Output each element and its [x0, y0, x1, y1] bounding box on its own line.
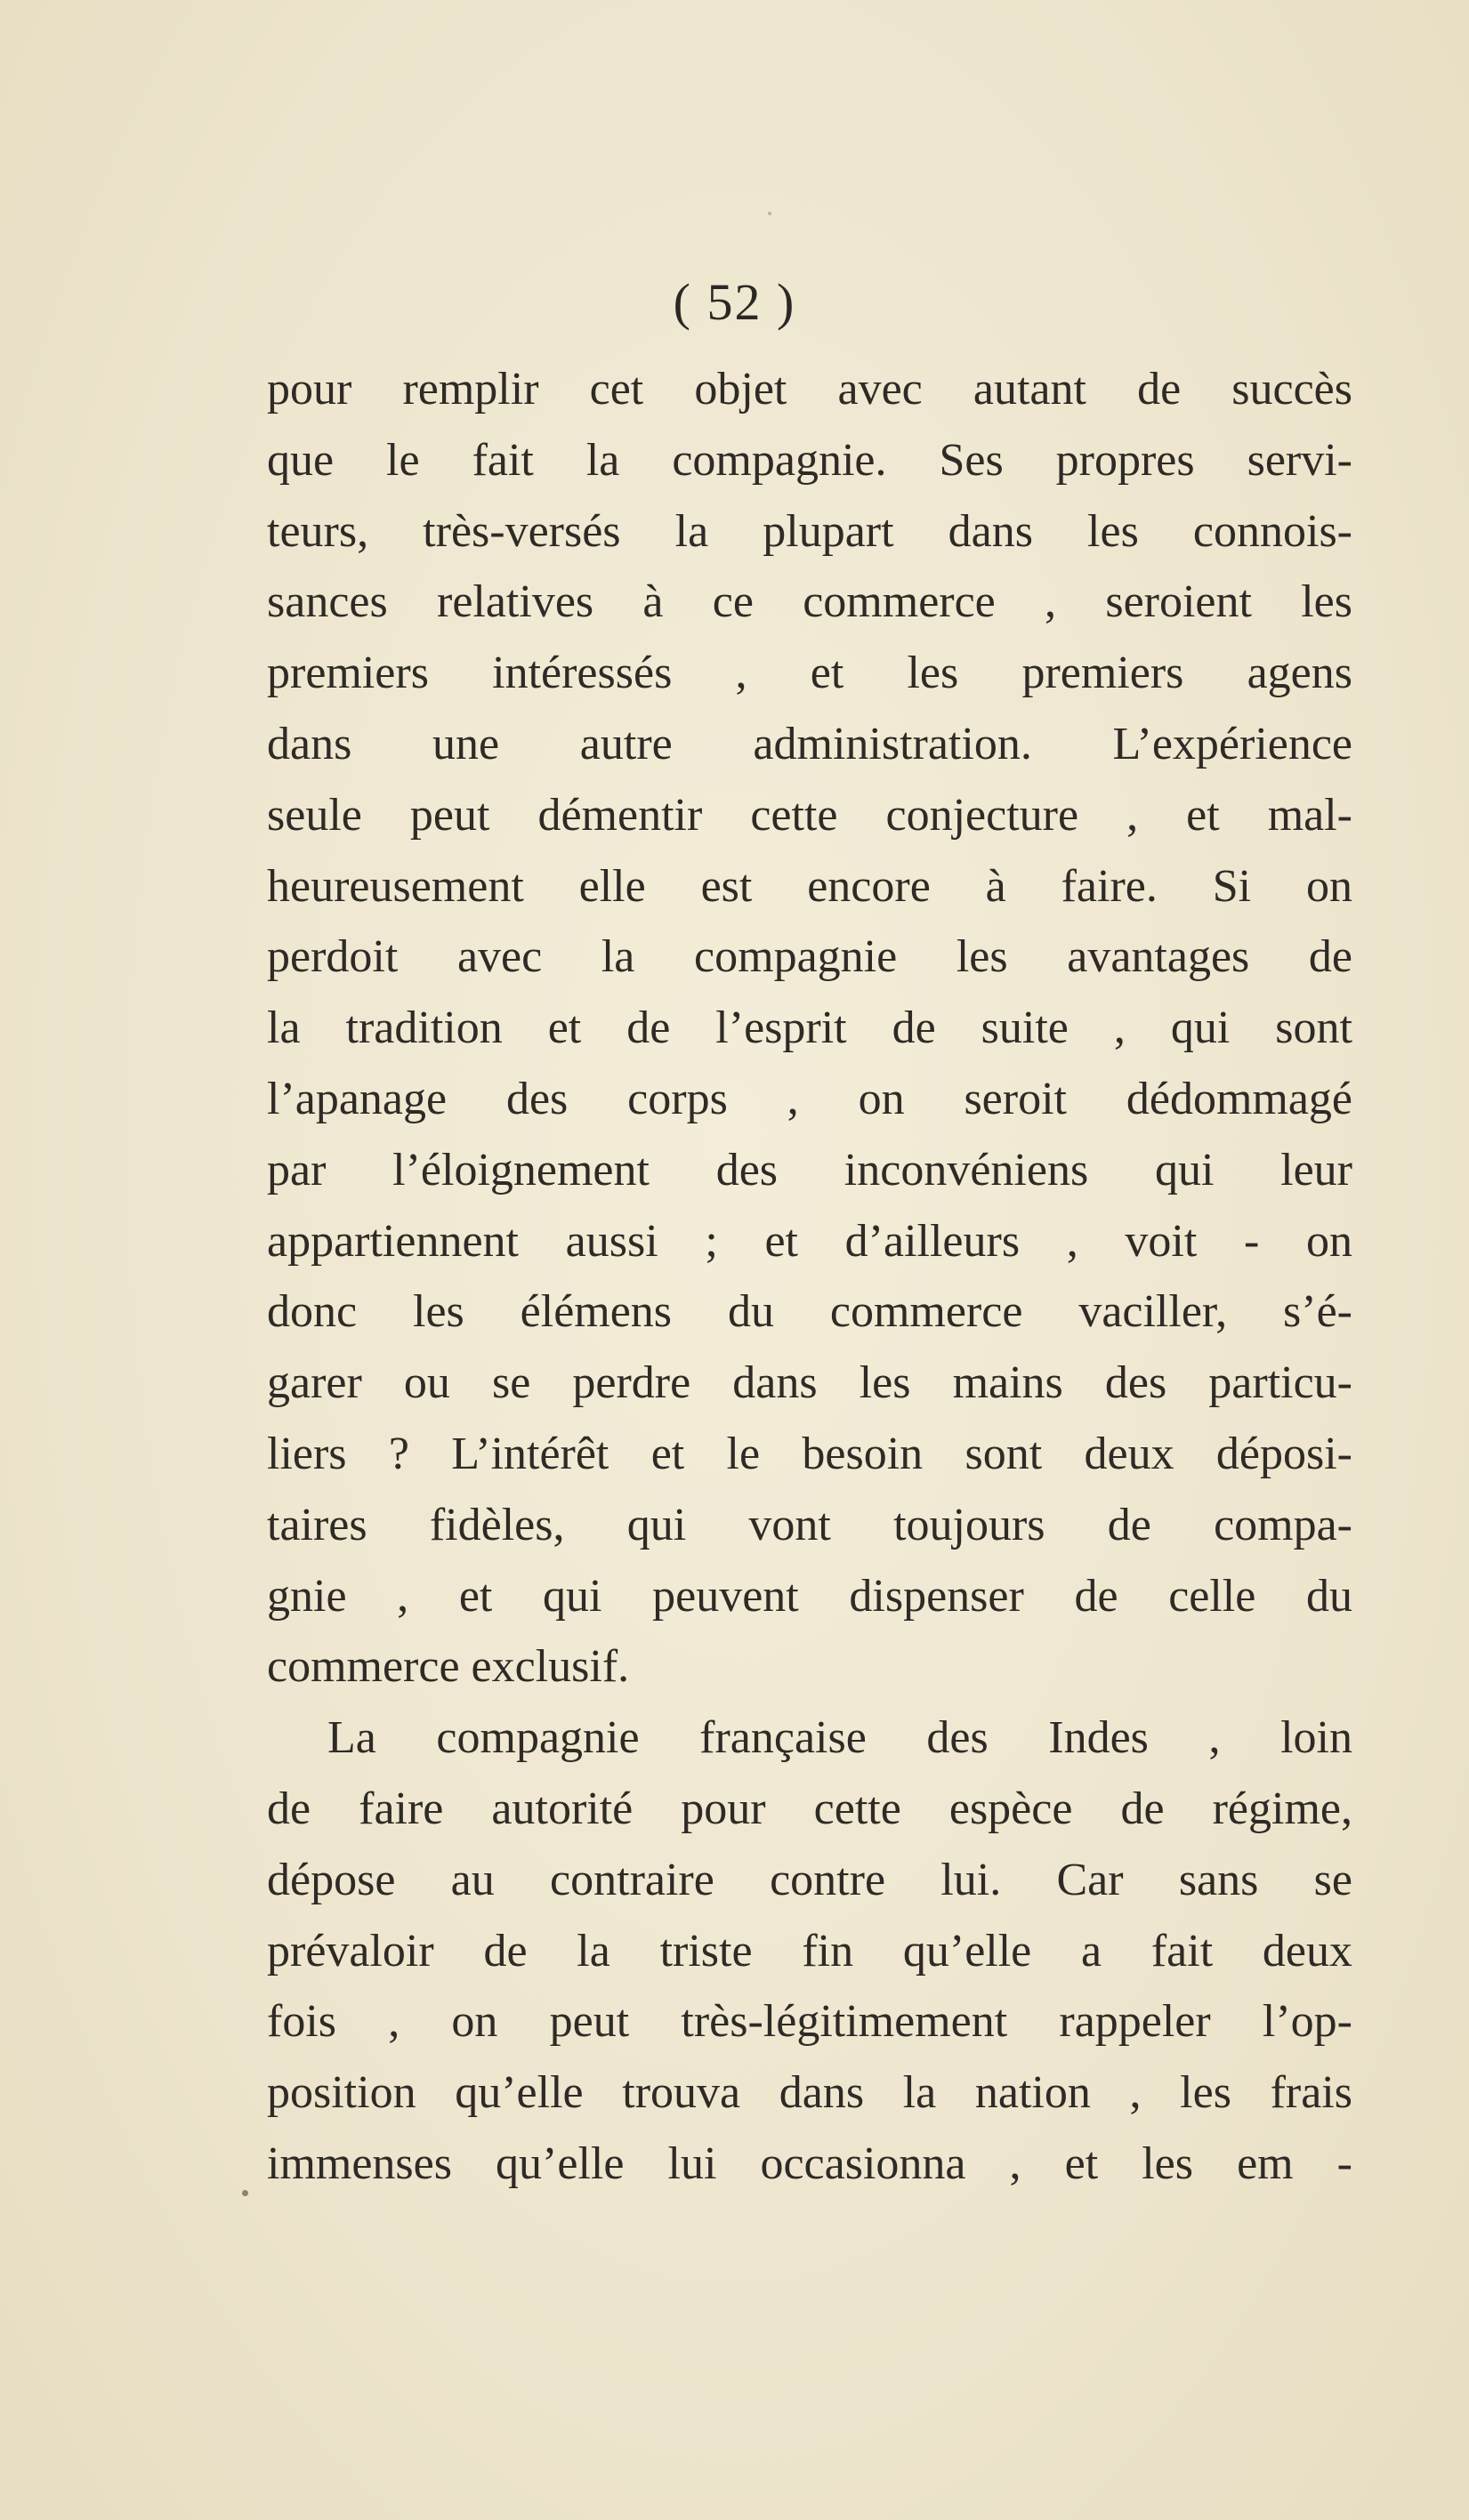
body-text	[267, 354, 1352, 2200]
text-line: seule peut démentir cette conjecture , et mal-	[267, 789, 1352, 841]
text-line: par l’éloignement des inconvéniens qui leur	[267, 1144, 1352, 1196]
text-line: sances relatives à ce commerce , seroient les	[267, 576, 1352, 628]
text-line: dépose au contraire contre lui. Car sans se	[267, 1854, 1352, 1905]
text-line: immenses qu’elle lui occasionna , et les em -	[267, 2138, 1352, 2189]
paragraph-start-line: La compagnie française des Indes , loin	[327, 1712, 1352, 1764]
text-line: pour remplir cet objet avec autant de succès	[267, 364, 1352, 415]
text-line: commerce exclusif.	[267, 1641, 630, 1693]
text-line: gnie , et qui peuvent dispenser de celle du	[267, 1570, 1352, 1622]
page-number: ( 52 )	[673, 273, 796, 331]
text-line: perdoit avec la compagnie les avantages de	[267, 931, 1352, 983]
text-line: dans une autre administration. L’expérience	[267, 718, 1352, 769]
paper-speck	[242, 2190, 248, 2196]
text-line: liers ? L’intérêt et le besoin sont deux déposi-	[267, 1428, 1352, 1479]
text-line: premiers intéressés , et les premiers agens	[267, 648, 1352, 699]
text-line: garer ou se perdre dans les mains des particu-	[267, 1357, 1352, 1409]
text-line: de faire autorité pour cette espèce de régime,	[267, 1783, 1352, 1834]
text-line: heureusement elle est encore à faire. Si on	[267, 860, 1352, 912]
text-line: fois , on peut très-légitimement rappeler l’op-	[267, 1996, 1352, 2048]
text-line: prévaloir de la triste fin qu’elle a fait deux	[267, 1925, 1352, 1977]
text-line: position qu’elle trouva dans la nation , les frais	[267, 2067, 1352, 2119]
text-line: appartiennent aussi ; et d’ailleurs , voit - on	[267, 1215, 1352, 1267]
text-line: teurs, très-versés la plupart dans les connois-	[267, 505, 1352, 557]
text-line: l’apanage des corps , on seroit dédommagé	[267, 1073, 1352, 1124]
text-line: la tradition et de l’esprit de suite , qui sont	[267, 1002, 1352, 1054]
text-line: taires fidèles, qui vont toujours de compa-	[267, 1499, 1352, 1550]
text-line: que le fait la compagnie. Ses propres servi-	[267, 434, 1352, 486]
text-line: donc les élémens du commerce vaciller, s’é-	[267, 1286, 1352, 1338]
paper-speck	[768, 212, 771, 215]
